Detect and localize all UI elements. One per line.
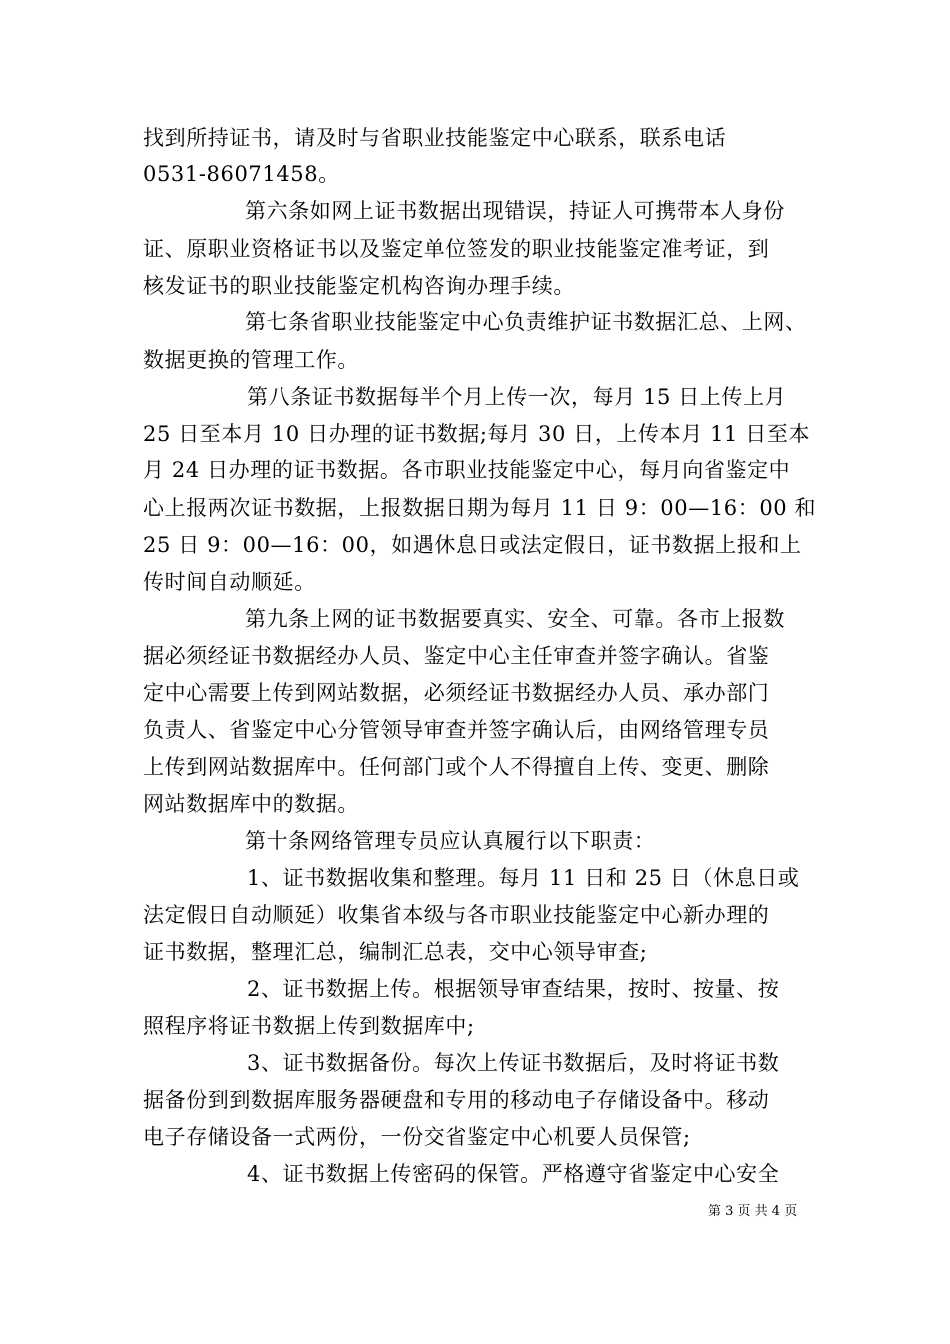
text-line: 第七条省职业技能鉴定中心负责维护证书数据汇总、上网、 bbox=[245, 310, 807, 334]
text-line: 25 日 9：00—16：00，如遇休息日或法定假日，证书数据上报和上 bbox=[143, 533, 802, 557]
text-line: 心上报两次证书数据，上报数据日期为每月 11 日 9：00—16：00 和 bbox=[143, 496, 817, 520]
text-line: 3、证书数据备份。每次上传证书数据后，及时将证书数 bbox=[247, 1051, 780, 1075]
text-line: 定中心需要上传到网站数据，必须经证书数据经办人员、承办部门 bbox=[143, 681, 770, 705]
text-line: 法定假日自动顺延）收集省本级与各市职业技能鉴定中心新办理的 bbox=[143, 903, 770, 927]
text-line: 第十条网络管理专员应认真履行以下职责： bbox=[245, 829, 656, 853]
text-line: 证、原职业资格证书以及鉴定单位签发的职业技能鉴定准考证，到 bbox=[143, 237, 770, 261]
text-line: 找到所持证书，请及时与省职业技能鉴定中心联系，联系电话 bbox=[143, 126, 727, 150]
page-footer: 第 3 页 共 4 页 bbox=[708, 1204, 798, 1219]
text-line: 核发证书的职业技能鉴定机构咨询办理手续。 bbox=[143, 274, 575, 298]
text-line: 25 日至本月 10 日办理的证书数据;每月 30 日，上传本月 11 日至本 bbox=[143, 422, 811, 446]
text-line: 传时间自动顺延。 bbox=[143, 570, 316, 594]
text-line: 数据更换的管理工作。 bbox=[143, 348, 359, 372]
text-line: 第六条如网上证书数据出现错误，持证人可携带本人身份 bbox=[245, 199, 785, 223]
text-line: 据备份到到数据库服务器硬盘和专用的移动电子存储设备中。移动 bbox=[143, 1088, 770, 1112]
text-line: 2、证书数据上传。根据领导审查结果，按时、按量、按 bbox=[247, 977, 780, 1001]
text-line: 负责人、省鉴定中心分管领导审查并签字确认后，由网络管理专员 bbox=[143, 718, 770, 742]
text-line: 据必须经证书数据经办人员、鉴定中心主任审查并签字确认。省鉴 bbox=[143, 644, 770, 668]
text-line: 电子存储设备一式两份，一份交省鉴定中心机要人员保管; bbox=[143, 1125, 691, 1149]
text-line: 月 24 日办理的证书数据。各市职业技能鉴定中心，每月向省鉴定中 bbox=[143, 458, 791, 482]
text-line: 0531-86071458。 bbox=[143, 162, 340, 186]
text-line: 第八条证书数据每半个月上传一次，每月 15 日上传上月 bbox=[247, 385, 787, 409]
text-line: 1、证书数据收集和整理。每月 11 日和 25 日（休息日或 bbox=[247, 866, 800, 890]
text-line: 证书数据，整理汇总，编制汇总表，交中心领导审查; bbox=[143, 940, 648, 964]
text-line: 照程序将证书数据上传到数据库中; bbox=[143, 1014, 475, 1038]
text-line: 4、证书数据上传密码的保管。严格遵守省鉴定中心安全 bbox=[247, 1162, 780, 1186]
text-line: 第九条上网的证书数据要真实、安全、可靠。各市上报数 bbox=[245, 607, 785, 631]
text-line: 网站数据库中的数据。 bbox=[143, 792, 359, 816]
text-line: 上传到网站数据库中。任何部门或个人不得擅自上传、变更、删除 bbox=[143, 755, 770, 779]
